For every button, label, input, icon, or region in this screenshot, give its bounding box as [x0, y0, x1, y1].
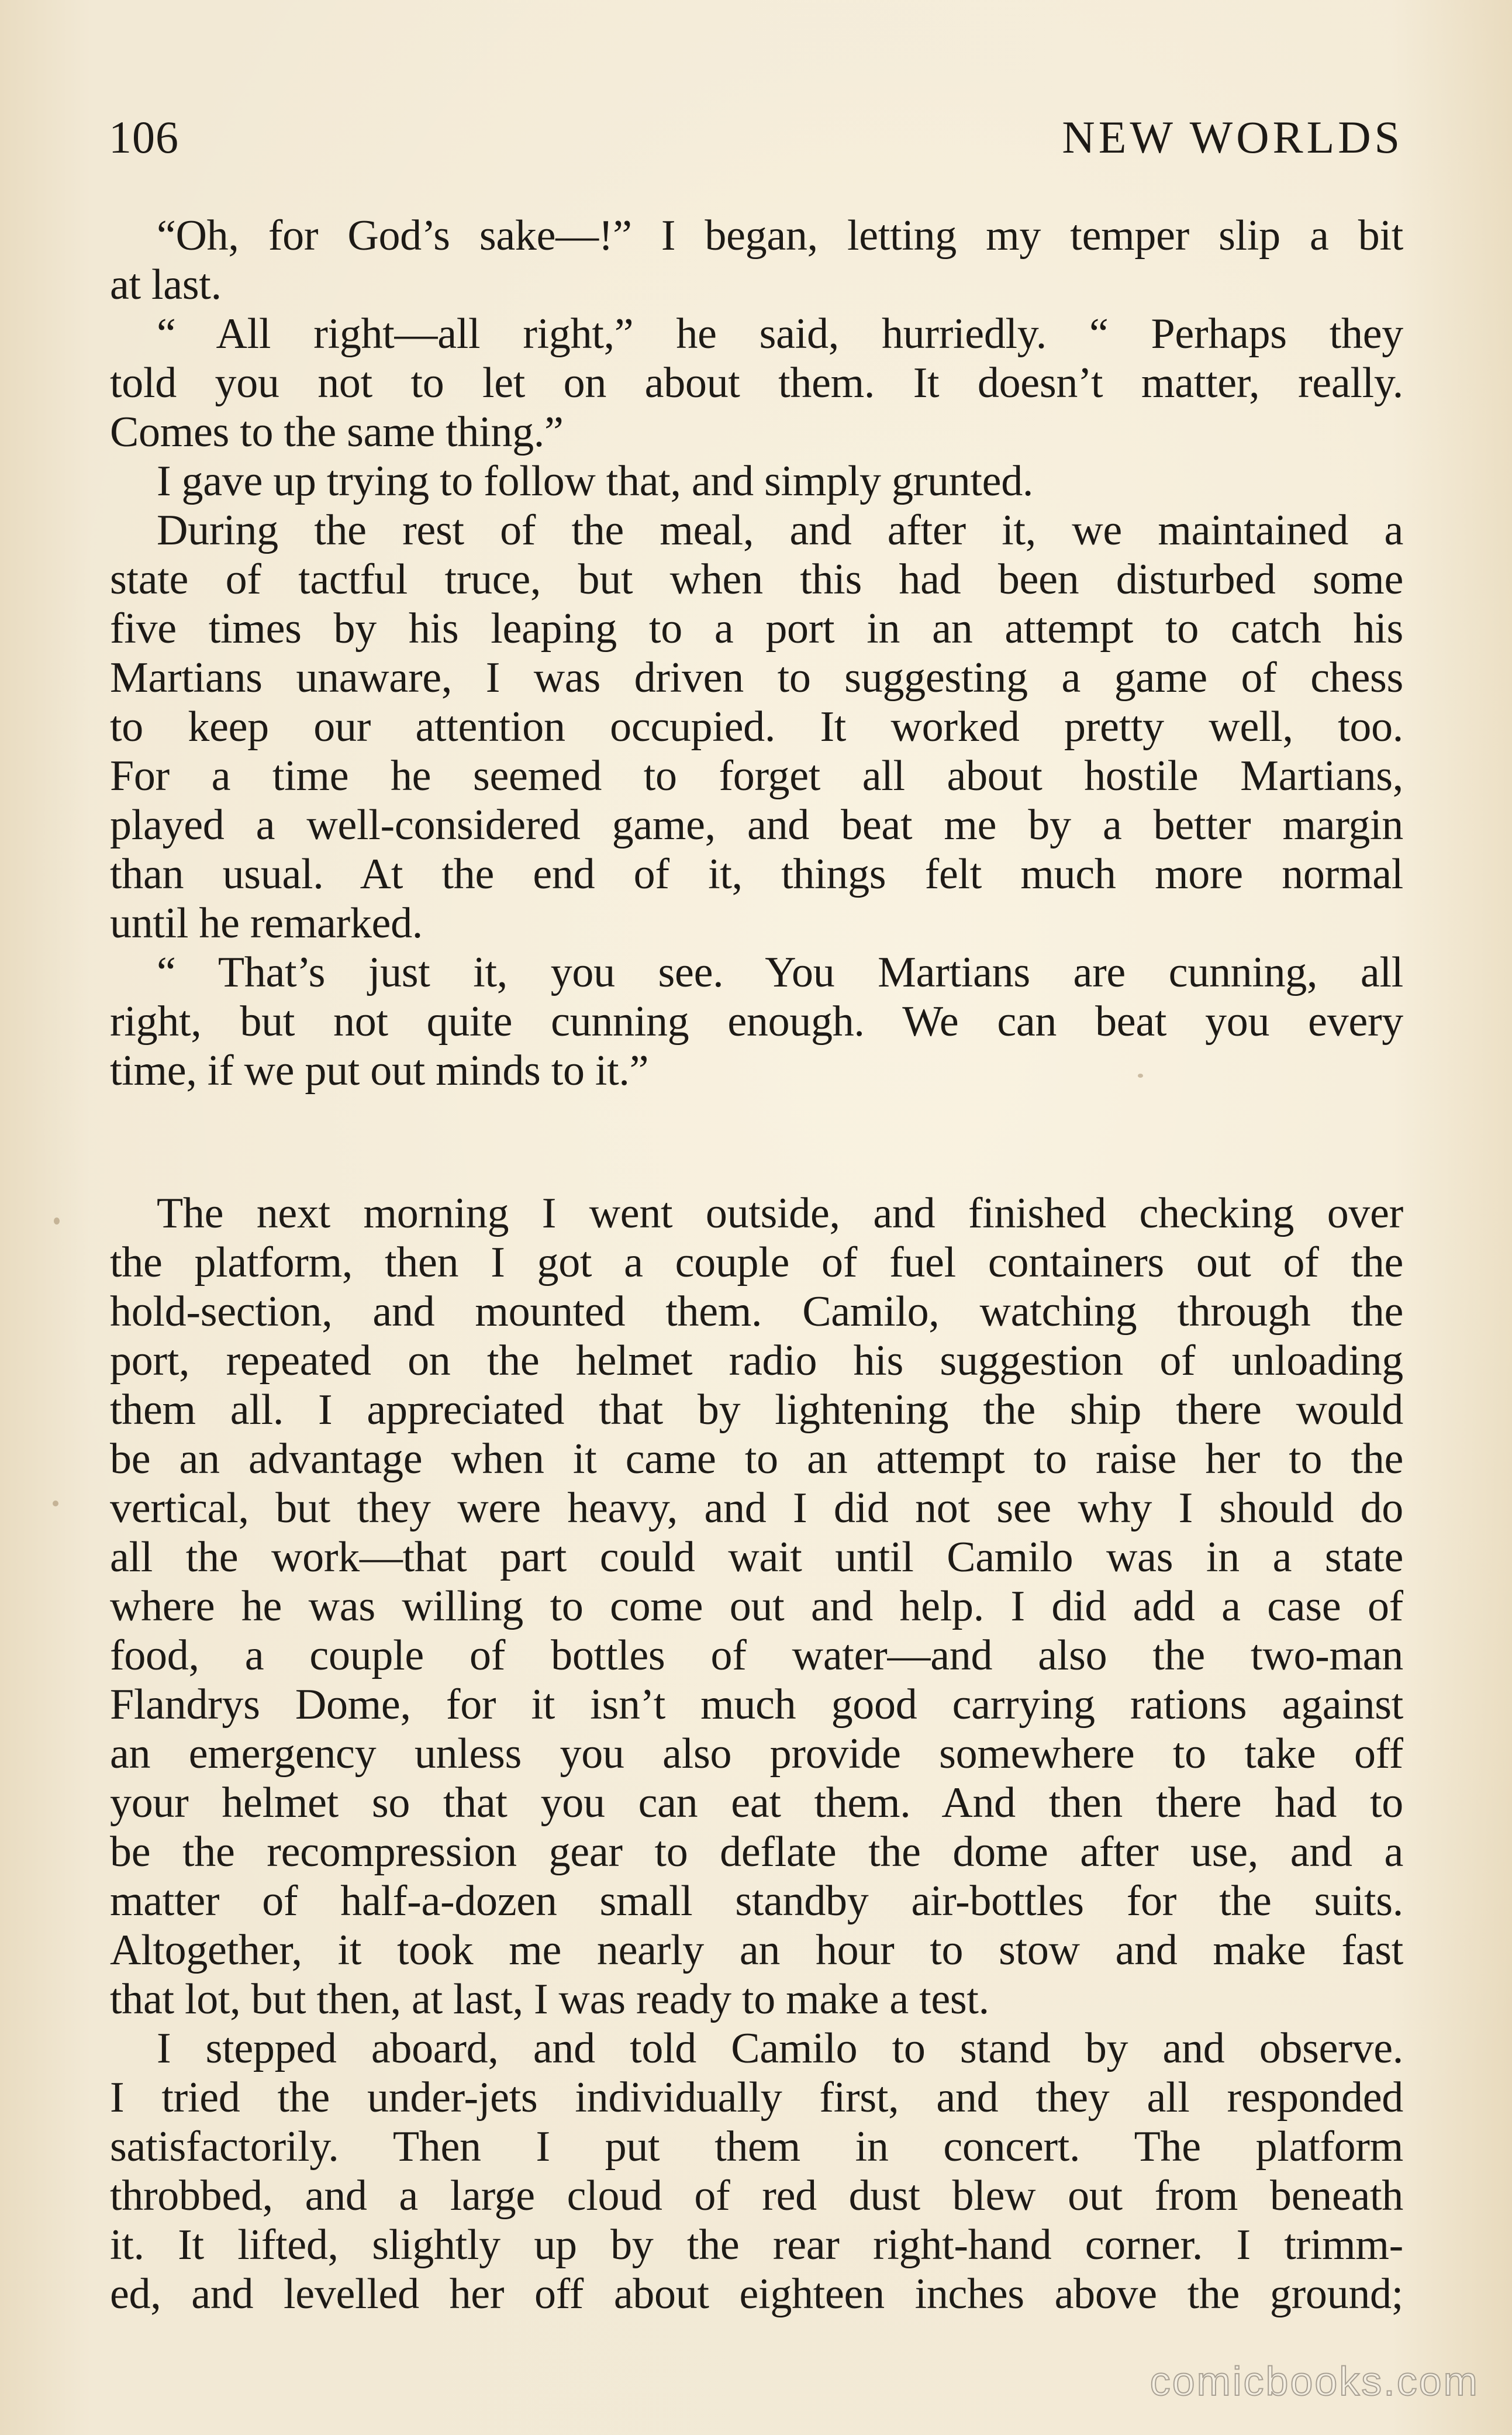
text-block-2 [109, 1189, 1403, 2319]
text-line: vertical, but they were heavy, and I did not see why I should do [110, 1484, 1403, 1532]
text-line: an emergency unless you also provide somewhere to take off [110, 1730, 1403, 1778]
text-line: than usual. At the end of it, things felt much more normal [110, 850, 1403, 898]
text-line: time, if we put out minds to it.” [110, 1047, 649, 1095]
text-line: be the recompression gear to deflate the dome after use, and a [110, 1828, 1403, 1876]
text-line: “ That’s just it, you see. You Martians are cunning, all [157, 949, 1403, 996]
stain-mark [54, 1218, 60, 1225]
text-line: throbbed, and a large cloud of red dust blew out from beneath [110, 2172, 1403, 2220]
text-line: all the work—that part could wait until Camilo was in a state [110, 1533, 1403, 1581]
text-block-1 [109, 211, 1403, 1095]
text-line: it. It lifted, slightly up by the rear right-hand corner. I trimm- [110, 2221, 1403, 2269]
text-line: port, repeated on the helmet radio his suggestion of unloading [110, 1337, 1403, 1385]
text-line: played a well-considered game, and beat me by a better margin [110, 801, 1403, 849]
text-line: satisfactorily. Then I put them in concert. The platform [110, 2123, 1403, 2171]
text-line: until he remarked. [110, 899, 423, 947]
stain-mark [53, 1501, 58, 1506]
text-line: ed, and levelled her off about eighteen inches above the ground; [110, 2270, 1403, 2318]
text-line: I stepped aboard, and told Camilo to stand by and observe. [157, 2024, 1403, 2072]
text-line: your helmet so that you can eat them. And then there had to [110, 1779, 1403, 1827]
text-line: For a time he seemed to forget all about hostile Martians, [110, 752, 1403, 800]
text-line: food, a couple of bottles of water—and also the two-man [110, 1632, 1403, 1679]
text-line: state of tactful truce, but when this had been disturbed some [110, 556, 1403, 603]
text-line: Comes to the same thing.” [110, 408, 564, 456]
text-line: matter of half-a-dozen small standby air-bottles for the suits. [110, 1877, 1403, 1925]
text-line: During the rest of the meal, and after it, we maintained a [157, 506, 1403, 554]
text-line: at last. [110, 261, 222, 309]
text-line: five times by his leaping to a port in an attempt to catch his [110, 605, 1403, 653]
stain-mark [1138, 1074, 1143, 1078]
text-line: hold-section, and mounted them. Camilo, watching through the [110, 1288, 1403, 1336]
text-line: them all. I appreciated that by lightening the ship there would [110, 1386, 1403, 1434]
text-line: Martians unaware, I was driven to suggesting a game of chess [110, 654, 1403, 702]
text-line: The next morning I went outside, and finished checking over [157, 1189, 1403, 1237]
text-line: “Oh, for God’s sake—!” I began, letting my temper slip a bit [157, 212, 1403, 260]
running-title: NEW WORLDS [1062, 112, 1403, 163]
page-number: 106 [109, 112, 179, 163]
text-line: right, but not quite cunning enough. We can beat you every [110, 998, 1403, 1046]
watermark-text: comicbooks.com [1149, 2358, 1479, 2404]
text-line: told you not to let on about them. It doesn’t matter, really. [110, 359, 1403, 407]
text-line: “ All right—all right,” he said, hurriedly. “ Perhaps they [157, 310, 1403, 358]
text-line: that lot, but then, at last, I was ready to make a test. [110, 1975, 989, 2023]
text-line: Altogether, it took me nearly an hour to stow and make fast [110, 1926, 1403, 1974]
text-line: the platform, then I got a couple of fuel containers out of the [110, 1239, 1403, 1287]
text-line: Flandrys Dome, for it isn’t much good carrying rations against [110, 1681, 1403, 1729]
text-line: I tried the under-jets individually first, and they all responded [110, 2074, 1403, 2122]
text-line: I gave up trying to follow that, and simply grunted. [157, 457, 1034, 505]
text-line: be an advantage when it came to an attempt to raise her to the [110, 1435, 1403, 1483]
text-line: to keep our attention occupied. It worked pretty well, too. [110, 703, 1403, 751]
page-header [109, 111, 1403, 164]
text-line: where he was willing to come out and help. I did add a case of [110, 1582, 1403, 1630]
